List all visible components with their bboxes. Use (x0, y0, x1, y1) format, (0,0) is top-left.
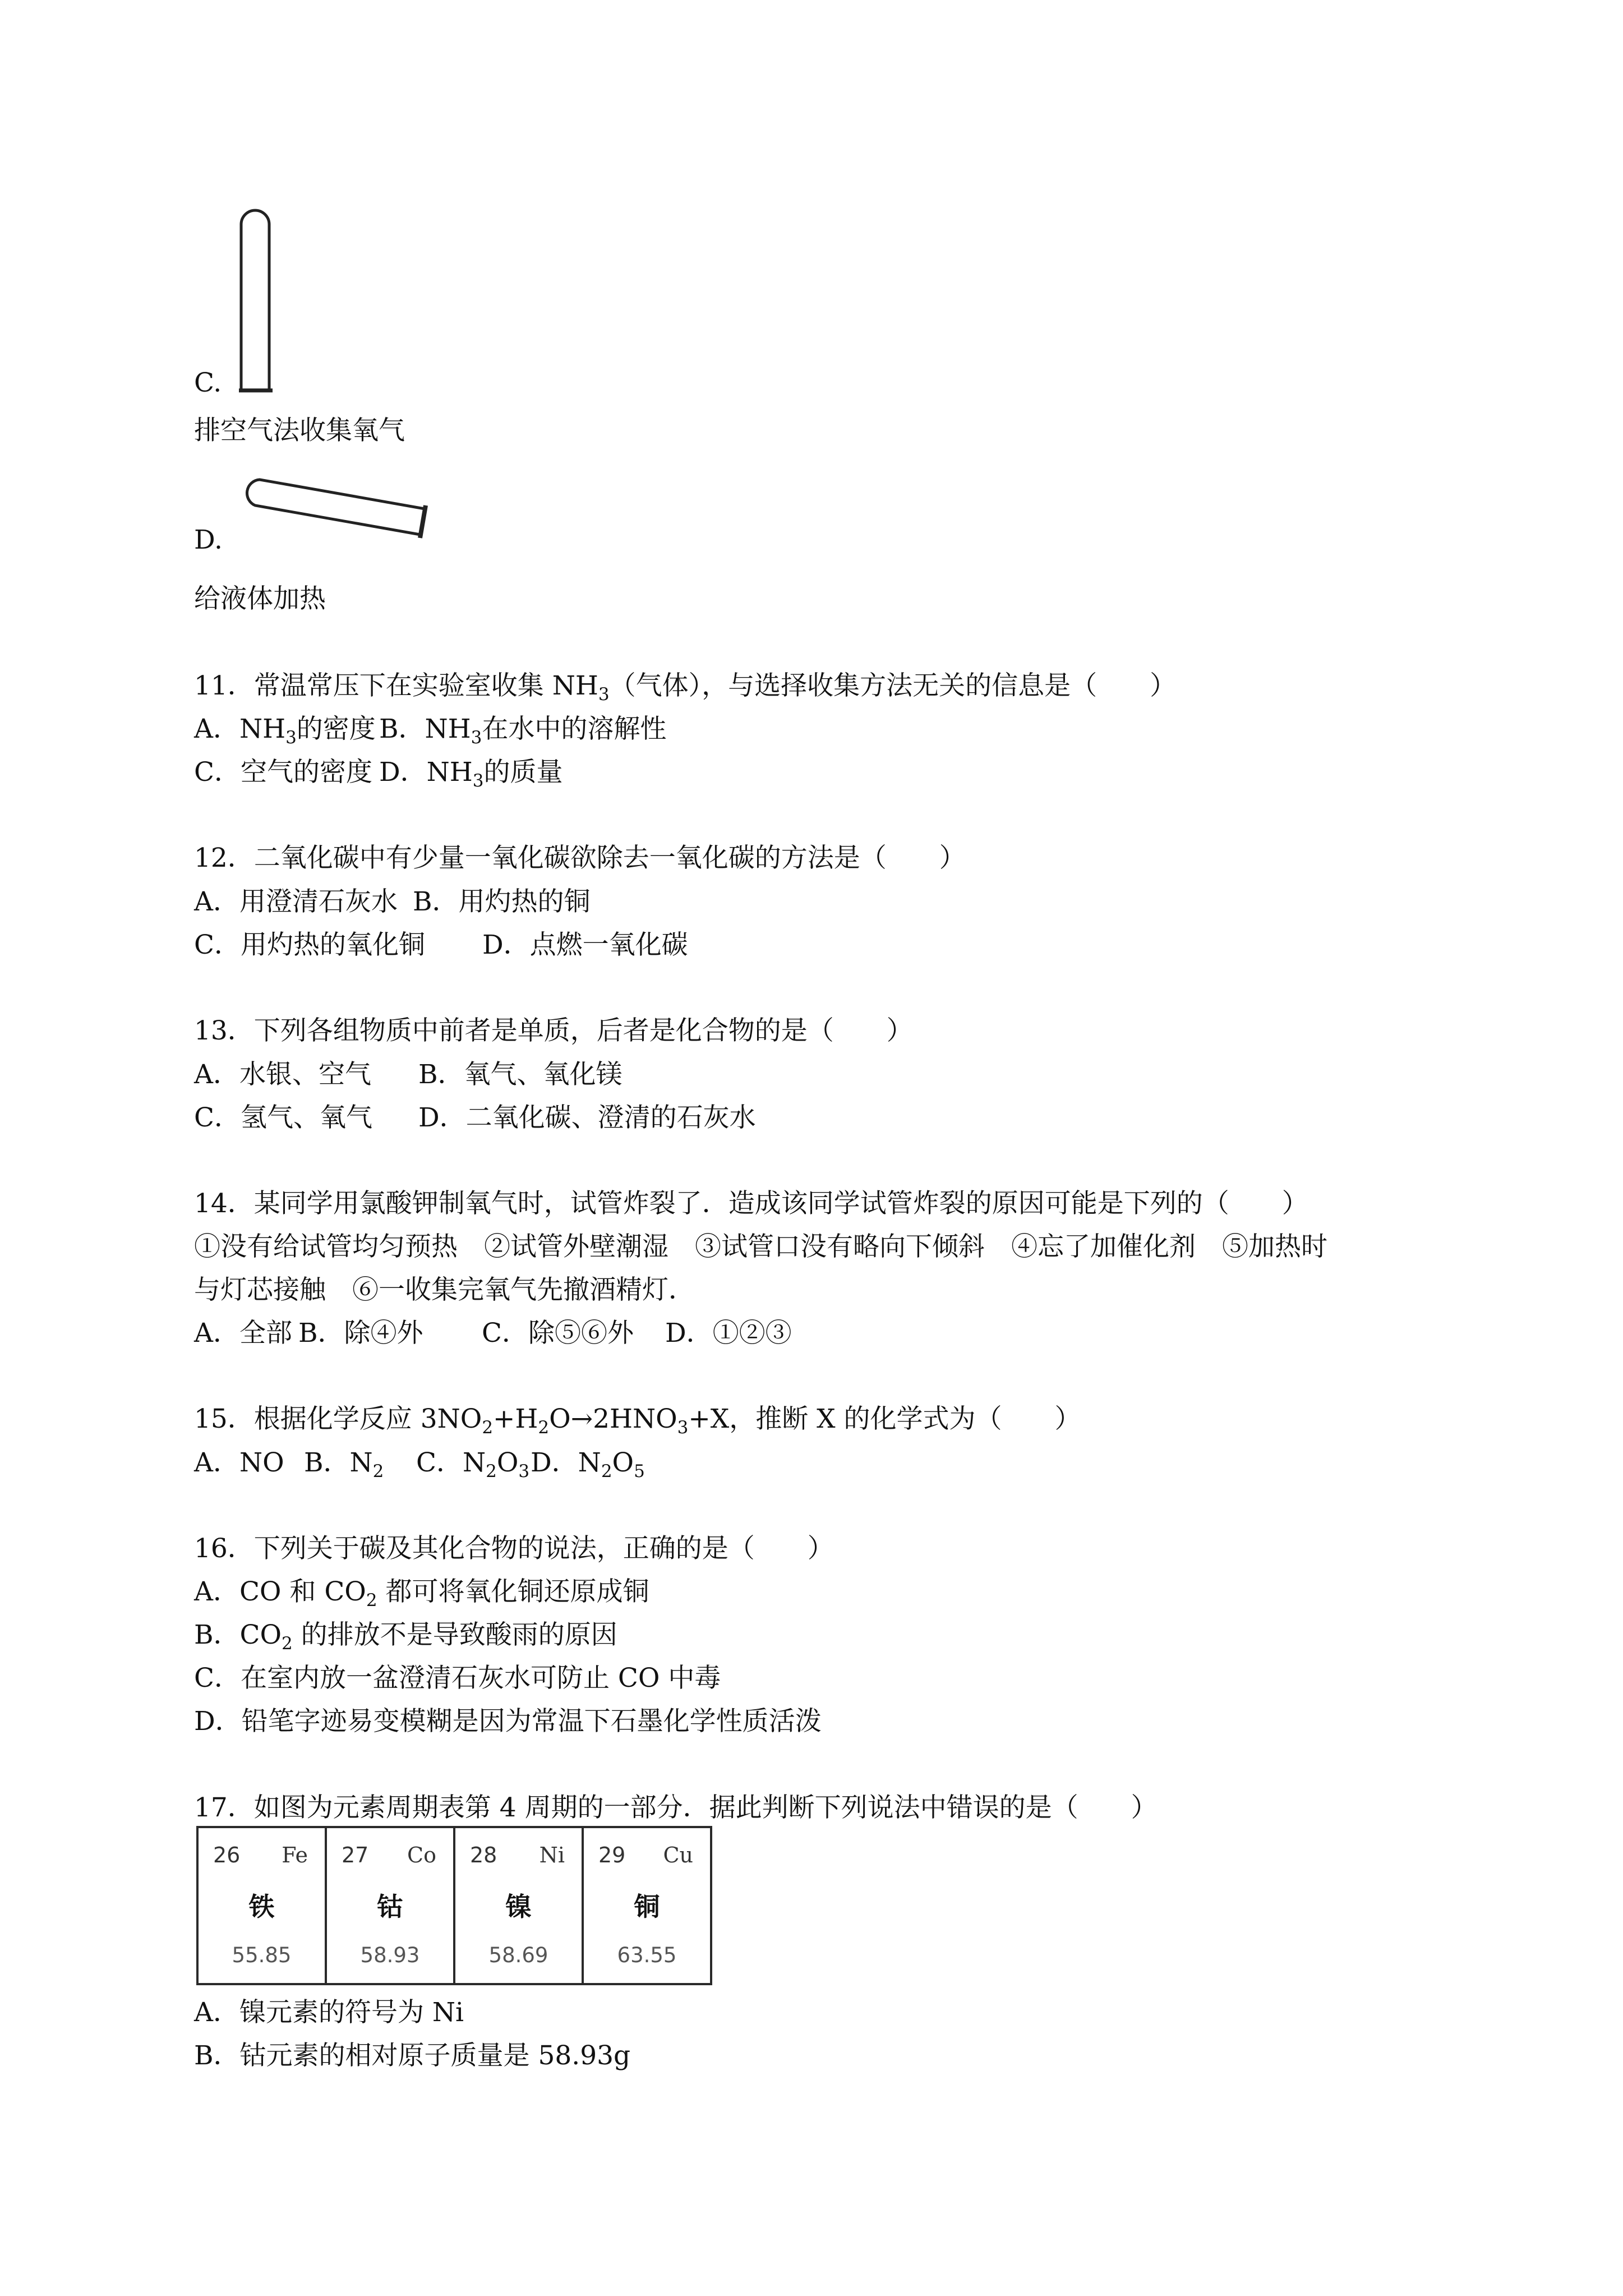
element-symbol: Ni (539, 1843, 565, 1867)
atomic-number: 29 (598, 1843, 626, 1867)
element-cell-fe (199, 1828, 325, 1983)
element-symbol: Co (407, 1843, 436, 1867)
option-d-label: D. (194, 524, 223, 555)
question-17-stem: 17．如图为元素周期表第 4 周期的一部分．据此判断下列说法中错误的是（ ） (194, 1792, 1158, 1823)
option-c-caption: 排空气法收集氧气 (194, 415, 405, 446)
question-11-options-cd: C．空气的密度 D．$NH_3$的质量 (194, 757, 563, 791)
question-16-option-b: B．$CO_2$ 的排放不是导致酸雨的原因 (194, 1619, 617, 1654)
element-cell-co (325, 1828, 453, 1983)
question-15-stem: 15．根据化学反应 $3NO_2+H_2O\to 2HNO_3+X$，推断 X 的化学式为（ ） (194, 1404, 1081, 1438)
question-12-options-ab: A．用澄清石灰水 B．用灼热的铜 (194, 886, 591, 917)
atomic-number: 27 (342, 1843, 369, 1867)
question-16-stem: 16．下列关于碳及其化合物的说法，正确的是（ ） (194, 1533, 834, 1564)
question-12-stem: 12．二氧化碳中有少量一氧化碳欲除去一氧化碳的方法是（ ） (194, 843, 966, 873)
question-14-options: A．全部 B．除④外 C．除⑤⑥外 D．①②③ (194, 1318, 792, 1349)
question-13-stem: 13．下列各组物质中前者是单质，后者是化合物的是（ ） (194, 1015, 913, 1046)
periodic-table-fragment (196, 1826, 712, 1985)
upright-test-tube-figure (236, 202, 275, 395)
element-symbol: Cu (663, 1843, 693, 1867)
question-12-options-cd: C．用灼热的氧化铜 D．点燃一氧化碳 (194, 930, 688, 960)
question-16-option-d: D．铅笔字迹易变模糊是因为常温下石墨化学性质活泼 (194, 1706, 822, 1737)
question-14-line-2: ①没有给试管均匀预热 ②试管外壁潮湿 ③试管口没有略向下倾斜 ④忘了加催化剂 ⑤加热时 (194, 1231, 1327, 1262)
option-c-label: C. (194, 367, 222, 398)
question-16-option-c: C．在室内放一盆澄清石灰水可防止 CO 中毒 (194, 1663, 721, 1694)
question-13-options-cd: C．氢气、氧气 D．二氧化碳、澄清的石灰水 (194, 1102, 756, 1133)
element-symbol: Fe (282, 1843, 308, 1867)
question-16-option-a: A．CO 和 $CO_2$ 都可将氧化铜还原成铜 (194, 1576, 649, 1611)
element-cell-cu (582, 1828, 710, 1983)
atomic-mass: 58.93 (360, 1943, 420, 1967)
question-17-option-b: B．钴元素的相对原子质量是 58.93g (194, 2040, 631, 2071)
question-15-options: A．NO B．$N_2$ C．$N_2O_3D$．$N_2O_5$ (194, 1447, 645, 1481)
element-name: 镍 (505, 1892, 532, 1922)
question-17-option-a: A．镍元素的符号为 Ni (194, 1997, 464, 2028)
question-14-stem: 14．某同学用氯酸钾制氧气时，试管炸裂了．造成该同学试管炸裂的原因可能是下列的（ ） (194, 1188, 1308, 1219)
atomic-number: 26 (213, 1843, 241, 1867)
atomic-mass: 58.69 (488, 1943, 548, 1967)
question-11-options-ab: A．$NH_3$的密度 B．$NH_3$在水中的溶解性 (194, 714, 667, 748)
atomic-number: 28 (470, 1843, 497, 1867)
option-d-caption: 给液体加热 (194, 583, 326, 614)
element-name: 铜 (634, 1892, 660, 1922)
element-name: 铁 (248, 1892, 275, 1922)
atomic-mass: 55.85 (232, 1943, 292, 1967)
question-14-line-3: 与灯芯接触 ⑥一收集完氧气先撤酒精灯． (194, 1274, 695, 1305)
element-name: 钴 (377, 1892, 403, 1922)
question-11-stem: 11．常温常压下在实验室收集 $NH_3$（气体），与选择收集方法无关的信息是（ ） (194, 670, 1177, 705)
atomic-mass: 63.55 (617, 1943, 677, 1967)
element-cell-ni (453, 1828, 582, 1983)
tilted-test-tube-figure (238, 468, 432, 547)
question-13-options-ab: A．水银、空气 B．氧气、氧化镁 (194, 1059, 623, 1090)
